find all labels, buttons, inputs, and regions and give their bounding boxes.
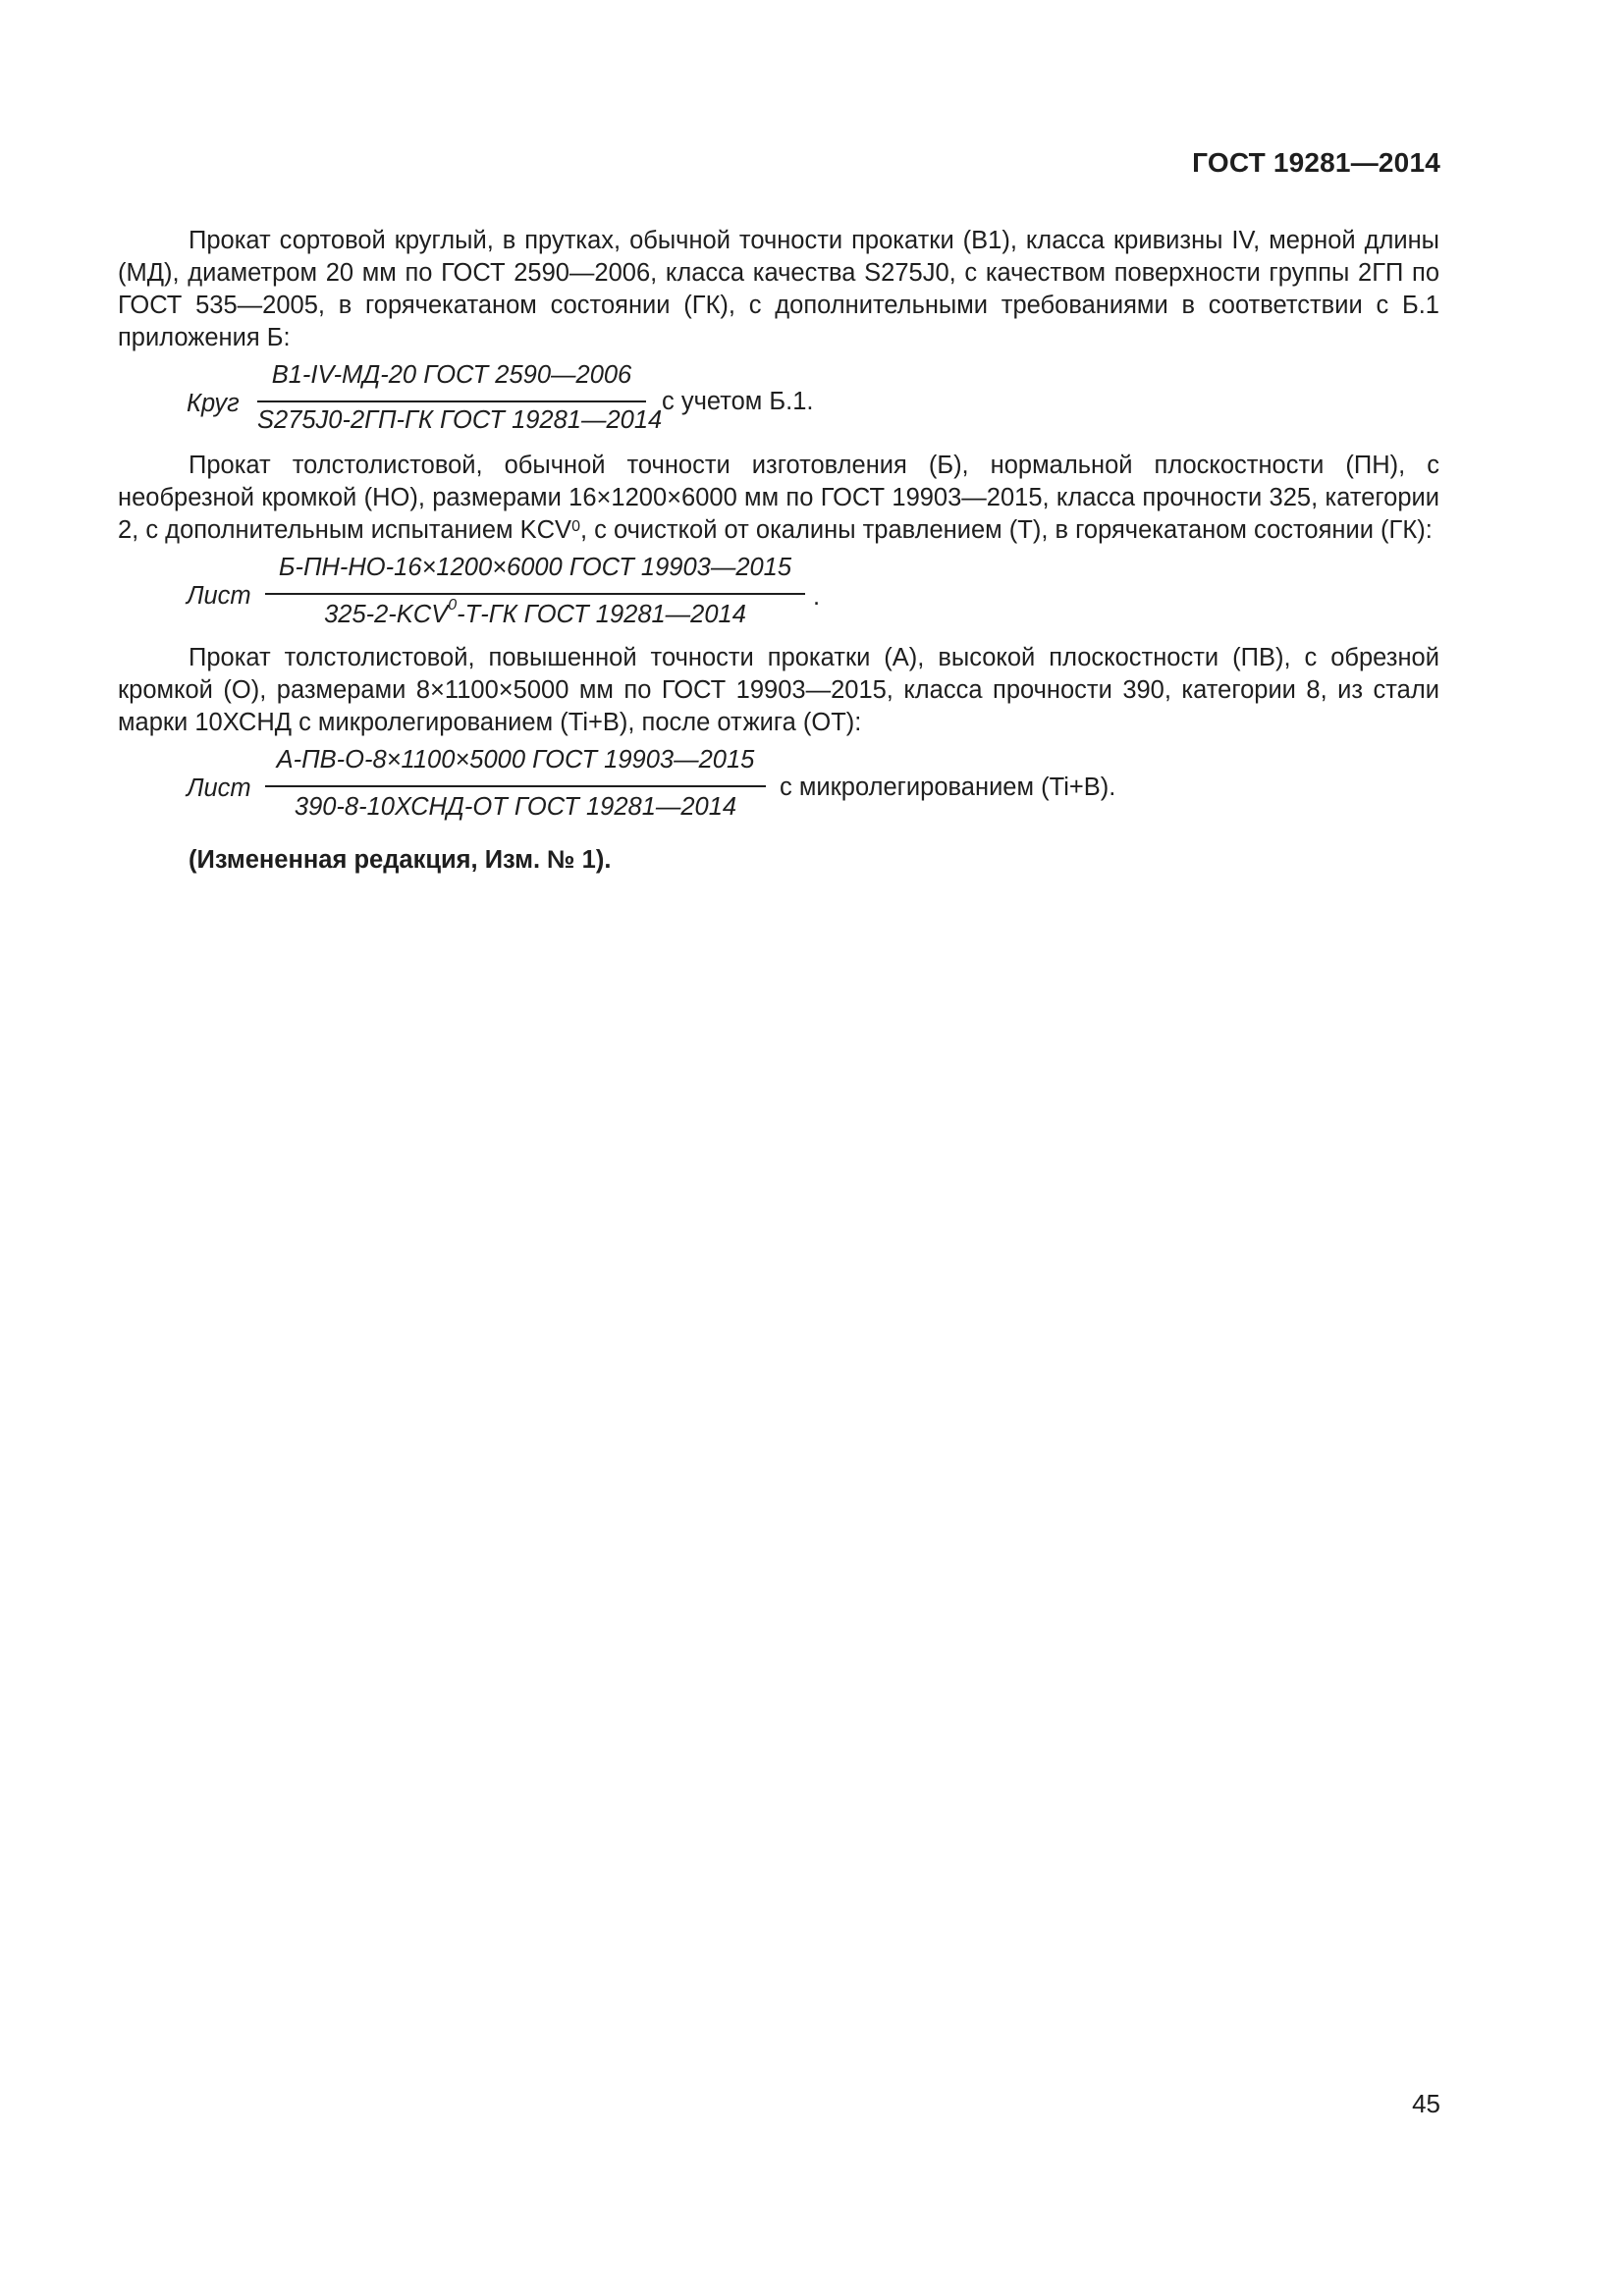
formula-fraction: [265, 746, 766, 825]
formula-denominator: [265, 597, 805, 629]
paragraph-thick-sheet-1: [118, 450, 1439, 547]
paragraph-thick-sheet-2: Прокат толстолистовой, повышенной точности прокатки (А), высокой плоскостности (ПВ), с обрезной кромкой (О), размерами 8×1100×5000 мм по ГОСТ 19903—2015, класса прочности 390, категории 8, из стали марки 10ХСНД с микролегированием (Ti+B), после отжига (ОТ):: [118, 644, 1439, 736]
formula-tail: .: [813, 583, 821, 611]
superscript: 0: [571, 518, 580, 535]
formula-tail: с учетом Б.1.: [662, 388, 814, 415]
formula-numerator: Б-ПН-НО-16×1200×6000 ГОСТ 19903—2015: [278, 554, 792, 581]
document-header: ГОСТ 19281—2014: [1192, 147, 1440, 178]
fraction-bar: [257, 400, 646, 402]
formula-denominator: S275J0-2ГП-ГК ГОСТ 19281—2014: [257, 406, 663, 434]
formula-label: Лист: [187, 582, 251, 610]
formula-fraction: [265, 554, 805, 632]
superscript: 0: [448, 597, 458, 614]
formula-numerator: А-ПВ-О-8×1100×5000 ГОСТ 19903—2015: [276, 746, 755, 774]
formula-tail: с микролегированием (Ti+B).: [780, 774, 1116, 801]
page-number: 45: [1412, 2089, 1440, 2118]
formula-label: Круг: [187, 390, 240, 417]
fraction-bar: [265, 593, 805, 595]
paragraph-text: Прокат толстолистовой, обычной точности изготовления (Б), нормальной плоскостности (ПН), с необрезной кромкой (НО), размерами 16×1200×6000 мм по ГОСТ 19903—2015, класса прочности 325, категории 2, с дополнительным испытанием KCV: [118, 452, 1439, 544]
paragraph-round-bar: Прокат сортовой круглый, в прутках, обычной точности прокатки (В1), класса кривизны IV, мерной длины (МД), диаметром 20 мм по ГОСТ 2590—2006, класса качества S275J0, с качеством поверхности группы 2ГП по ГОСТ 535—2005, в горячекатаном состоянии (ГК), с дополнительными требованиями в соответствии с Б.1 приложения Б:: [118, 227, 1439, 351]
revision-note: (Измененная редакция, Изм. № 1).: [189, 846, 612, 874]
formula-denominator: 390-8-10ХСНД-ОТ ГОСТ 19281—2014: [294, 793, 737, 821]
paragraph-text: , с очисткой от окалины травлением (Т), в горячекатаном состоянии (ГК):: [579, 516, 1433, 544]
denominator-text: 325-2-KCV: [324, 601, 449, 628]
fraction-bar: [265, 785, 766, 787]
formula-fraction: [257, 361, 663, 440]
formula-numerator: В1-IV-МД-20 ГОСТ 2590—2006: [271, 361, 632, 389]
denominator-text: -Т-ГК ГОСТ 19281—2014: [457, 601, 746, 628]
formula-label: Лист: [187, 774, 251, 802]
